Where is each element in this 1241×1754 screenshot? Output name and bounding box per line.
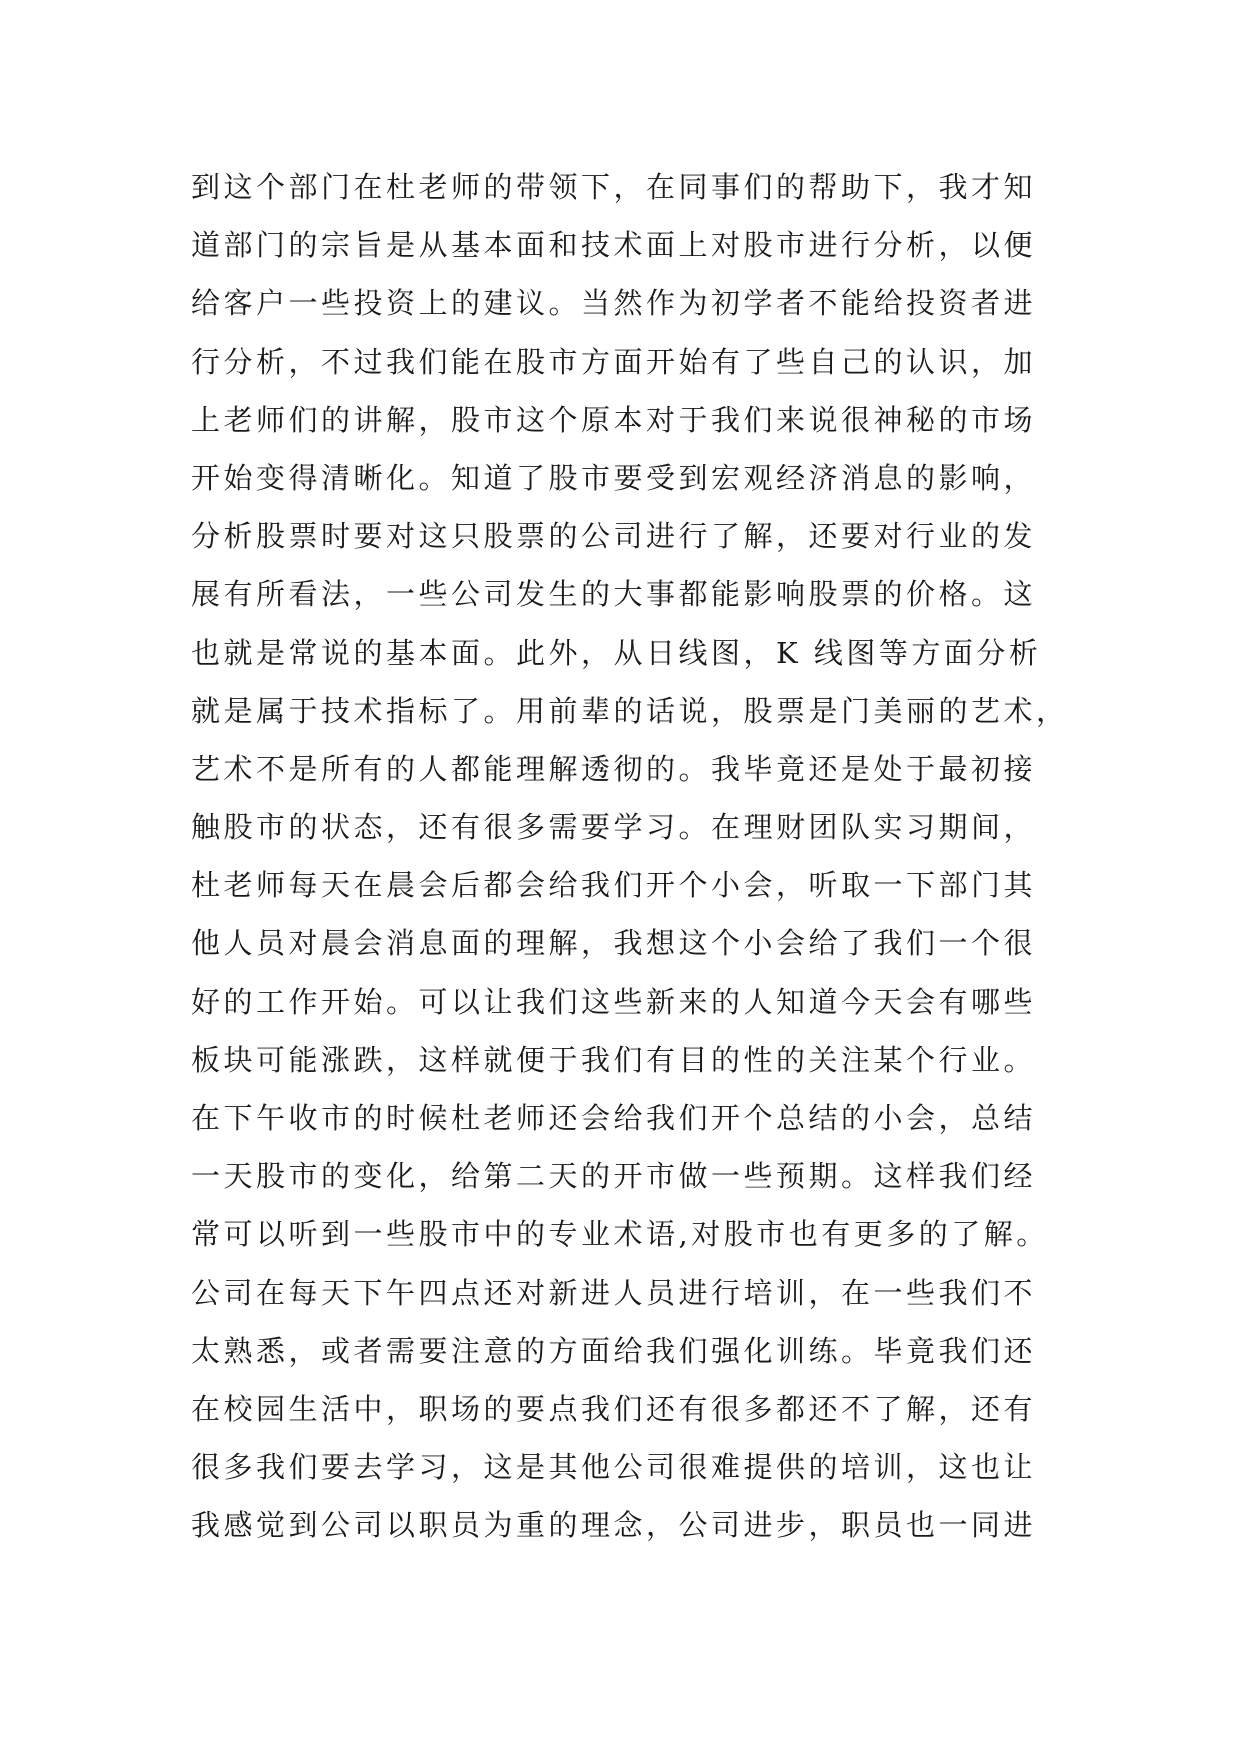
text-line: 给客户一些投资上的建议。当然作为初学者不能给投资者进 — [191, 286, 1037, 321]
text-line: 一天股市的变化，给第二天的开市做一些预期。这样我们经 — [191, 1159, 1037, 1194]
text-line: 行分析，不过我们能在股市方面开始有了些自己的认识，加 — [191, 344, 1037, 379]
text-line: 触股市的状态，还有很多需要学习。在理财团队实习期间， — [191, 810, 1037, 845]
text-line: 公司在每天下午四点还对新进人员进行培训，在一些我们不 — [191, 1275, 1037, 1310]
text-line: 好的工作开始。可以让我们这些新来的人知道今天会有哪些 — [191, 984, 1037, 1019]
text-line: 也就是常说的基本面。此外，从日线图，K 线图等方面分析 — [191, 635, 1042, 670]
text-line: 在校园生活中，职场的要点我们还有很多都还不了解，还有 — [191, 1391, 1037, 1426]
text-line: 到这个部门在杜老师的带领下，在同事们的帮助下，我才知 — [191, 170, 1037, 204]
text-line: 他人员对晨会消息面的理解，我想这个小会给了我们一个很 — [191, 926, 1037, 961]
text-line: 很多我们要去学习，这是其他公司很难提供的培训，这也让 — [191, 1450, 1037, 1485]
text-line: 艺术不是所有的人都能理解透彻的。我毕竟还是处于最初接 — [191, 751, 1037, 786]
text-line: 开始变得清晰化。知道了股市要受到宏观经济消息的影响， — [191, 460, 1037, 495]
text-line: 道部门的宗旨是从基本面和技术面上对股市进行分析，以便 — [191, 228, 1037, 263]
body-paragraph — [191, 158, 1071, 1555]
text-line: 常可以听到一些股市中的专业术语,对股市也有更多的了解。 — [191, 1217, 1049, 1252]
text-line: 展有所看法，一些公司发生的大事都能影响股票的价格。这 — [191, 577, 1037, 612]
text-line: 我感觉到公司以职员为重的理念，公司进步，职员也一同进 — [191, 1508, 1037, 1543]
text-line: 分析股票时要对这只股票的公司进行了解，还要对行业的发 — [191, 519, 1037, 554]
text-line: 板块可能涨跌，这样就便于我们有目的性的关注某个行业。 — [191, 1042, 1037, 1077]
text-line: 太熟悉，或者需要注意的方面给我们强化训练。毕竟我们还 — [191, 1333, 1037, 1368]
text-line: 在下午收市的时候杜老师还会给我们开个总结的小会，总结 — [191, 1101, 1037, 1135]
text-line: 上老师们的讲解，股市这个原本对于我们来说很神秘的市场 — [191, 402, 1037, 437]
text-line: 就是属于技术指标了。用前辈的话说，股票是门美丽的艺术， — [191, 693, 1069, 728]
text-line: 杜老师每天在晨会后都会给我们开个小会，听取一下部门其 — [191, 868, 1037, 903]
